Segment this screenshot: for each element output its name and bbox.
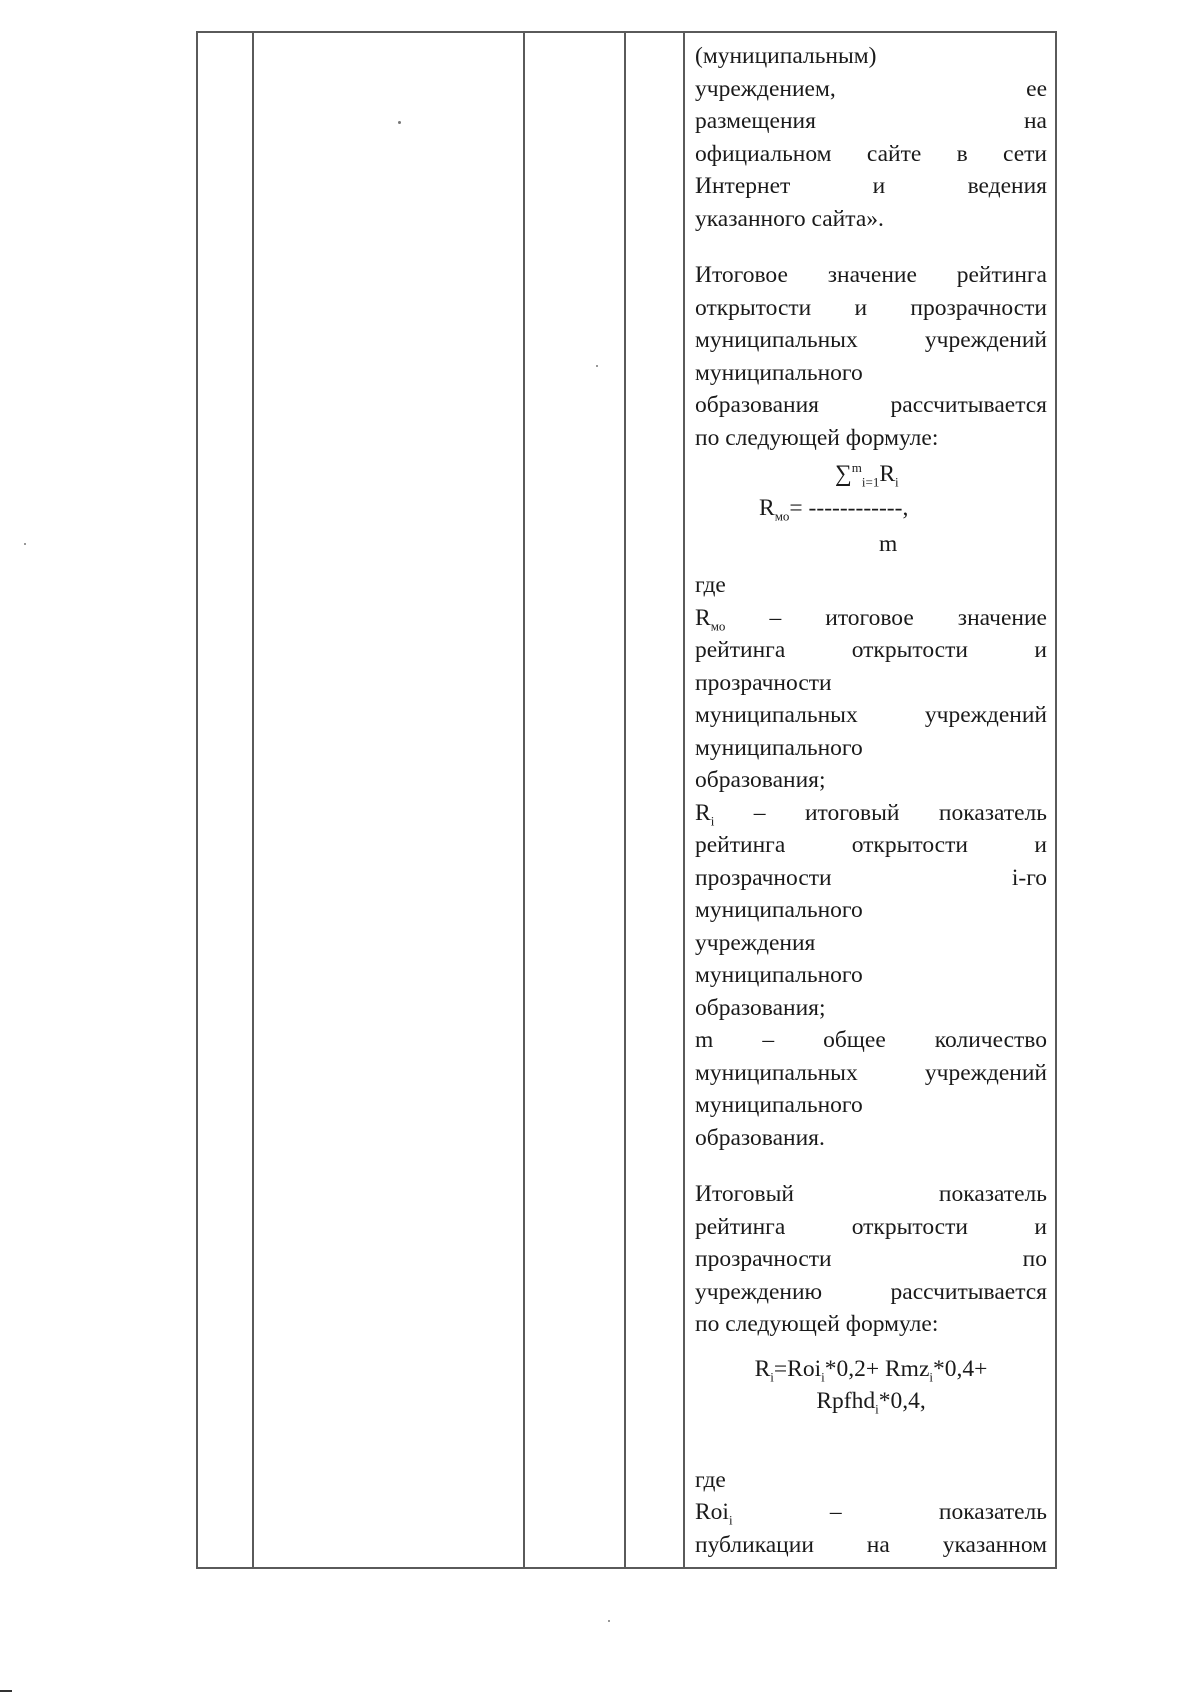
text-line: муниципального <box>695 359 863 386</box>
scan-speck <box>398 121 401 124</box>
last-column-text <box>695 40 1047 1561</box>
text-line: размещения на <box>695 108 1047 134</box>
paragraph-1 <box>695 40 1047 235</box>
text-line: Roi$_i$ – показатель <box>695 1499 1047 1528</box>
text-line: по следующей формуле: <box>695 1311 939 1337</box>
formula-rating-institution <box>695 1353 1047 1418</box>
text-line: $R_{мо}$ – итоговое значение <box>695 604 1047 634</box>
text-line: образования рассчитывается <box>695 392 1047 418</box>
text-line: рейтинга открытости и <box>695 1213 1047 1240</box>
paragraph-3 <box>695 1178 1047 1341</box>
text-line: муниципальных учреждений <box>695 702 1047 728</box>
formula-rating-total <box>695 454 1047 569</box>
text-line: открытости и прозрачности <box>695 294 1047 321</box>
text-line: Интернет и ведения <box>695 173 1047 199</box>
text-line: прозрачности по <box>695 1246 1047 1272</box>
text-line: где <box>695 1466 726 1493</box>
text-line: муниципальных учреждений <box>695 327 1047 353</box>
text-line: образования; <box>695 767 826 793</box>
text-line: где <box>695 572 726 598</box>
formula-line: $R_i=Roi_i*0,2+ Rmz_i*0,4+$ <box>754 1355 988 1385</box>
scan-speck <box>24 543 26 545</box>
text-line: указанного сайта». <box>695 205 884 232</box>
text-line: муниципального <box>695 734 863 761</box>
text-line: образования; <box>695 994 826 1021</box>
text-line: муниципального <box>695 962 863 988</box>
formula-denominator: m <box>879 531 898 557</box>
text-line: m – общее количество <box>695 1027 1047 1053</box>
definitions-1 <box>695 569 1047 1154</box>
text-line: муниципальных учреждений <box>695 1059 1047 1086</box>
text-line: Итоговое значение рейтинга <box>695 262 1047 288</box>
scan-speck <box>596 365 598 367</box>
text-line: образования. <box>695 1124 825 1151</box>
text-line: рейтинга открытости и <box>695 637 1047 663</box>
formula-lhs: $R_{мо}=$ ------------, <box>759 495 909 524</box>
scan-speck <box>608 1620 610 1622</box>
text-line: $R_i$ – итоговый показатель <box>695 799 1047 829</box>
column-divider <box>683 31 685 1569</box>
text-line: муниципального <box>695 1092 863 1118</box>
text-line: прозрачности <box>695 669 832 696</box>
formula-numerator: $\sum^m_{i=1}R_i$ <box>835 460 899 490</box>
paragraph-2 <box>695 259 1047 454</box>
text-line: публикации на указанном <box>695 1531 1047 1558</box>
definitions-2 <box>695 1464 1047 1562</box>
column-divider <box>252 31 254 1569</box>
formula-line: Rpfhd$_i$*0,4, <box>816 1388 926 1417</box>
text-line: официальном сайте в сети <box>695 140 1047 167</box>
text-line: по следующей формуле: <box>695 424 939 451</box>
column-divider <box>523 31 525 1569</box>
text-line: учреждению рассчитывается <box>695 1278 1047 1305</box>
text-line: Итоговый показатель <box>695 1181 1047 1207</box>
text-line: (муниципальным) <box>695 43 877 69</box>
text-line: муниципального <box>695 897 863 923</box>
text-line: прозрачности i-го <box>695 864 1047 891</box>
scan-edge-mark <box>0 1690 12 1692</box>
text-line: учреждением, ее <box>695 75 1047 102</box>
column-divider <box>624 31 626 1569</box>
text-line: учреждения <box>695 929 816 956</box>
text-line: рейтинга открытости и <box>695 832 1047 858</box>
